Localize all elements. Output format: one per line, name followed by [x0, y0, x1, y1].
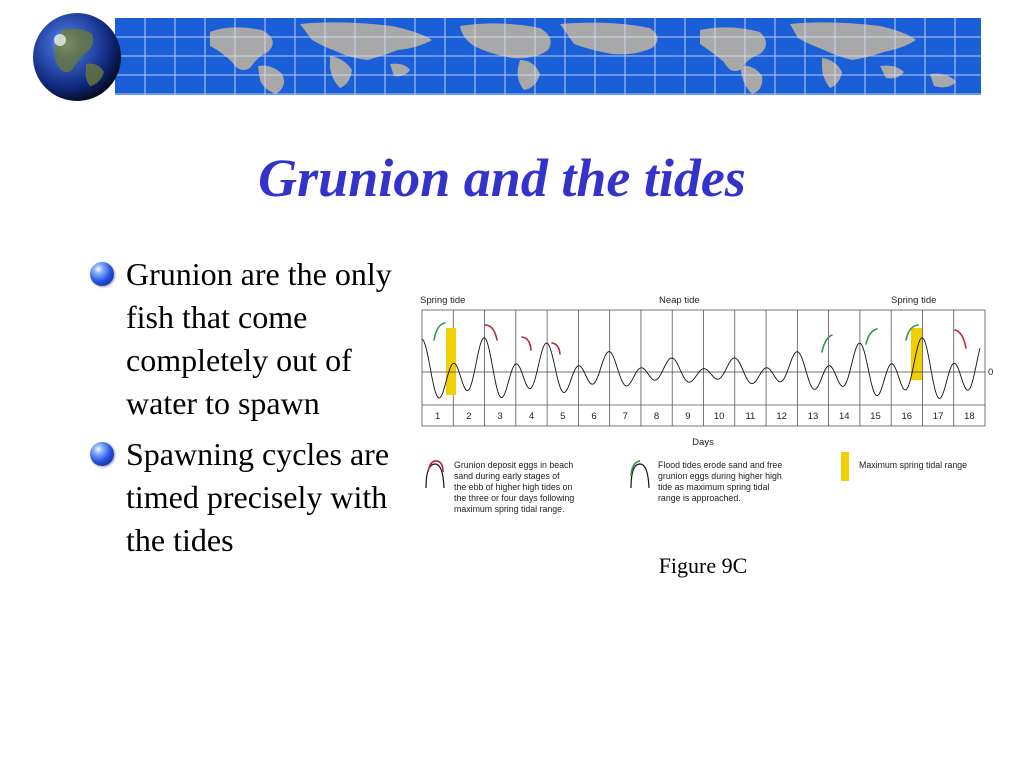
legend-range-swatch [841, 452, 849, 481]
legend-deposit-line-3: the ebb of higher high tides on [454, 482, 573, 492]
day-label: 2 [466, 411, 472, 422]
label-spring-tide-left: Spring tide [420, 295, 466, 306]
legend [426, 452, 967, 514]
bullet-icon [90, 262, 114, 286]
legend-deposit-icon [426, 461, 444, 488]
day-label: 14 [838, 411, 850, 422]
tide-curve [422, 338, 980, 399]
legend-deposit-line-5: maximum spring tidal range. [454, 504, 565, 514]
day-label: 15 [870, 411, 881, 422]
legend-erode-icon [631, 461, 649, 488]
legend-erode-line-2: grunion eggs during higher high [658, 471, 782, 481]
day-label: 8 [653, 411, 660, 422]
day-label: 3 [497, 411, 503, 422]
day-label: 18 [964, 411, 975, 422]
day-label: 12 [776, 411, 787, 422]
figure-caption: Figure 9C [658, 553, 748, 578]
legend-erode-line-4: range is approached. [658, 493, 741, 503]
legend-deposit-line-1: Grunion deposit eggs in beach [454, 460, 574, 470]
bullet-icon [90, 442, 114, 466]
day-label: 13 [807, 411, 819, 422]
day-label: 4 [528, 411, 535, 422]
max-range-bar-1 [446, 328, 456, 395]
legend-deposit-line-2: sand during early stages of [454, 471, 560, 481]
globe-highlight [54, 34, 66, 46]
bullet-text: Spawning cycles are timed precisely with the tides [126, 436, 390, 558]
slide-title: Grunion and the tides [258, 148, 746, 208]
label-spring-tide-right: Spring tide [891, 295, 937, 306]
day-label: 16 [901, 411, 913, 422]
day-label: 7 [622, 411, 628, 422]
day-label: 6 [591, 411, 597, 422]
day-label: 5 [560, 411, 566, 422]
zero-label: 0 [988, 367, 994, 378]
day-label: 1 [434, 411, 441, 422]
bullet-list [90, 253, 420, 570]
day-label: 11 [745, 411, 756, 422]
bullet-item [90, 253, 420, 425]
day-label: 10 [713, 411, 725, 422]
legend-erode-line-3: tide as maximum spring tidal [658, 482, 770, 492]
header-banner [0, 0, 1024, 110]
label-neap-tide: Neap tide [659, 295, 700, 306]
legend-range-line-1: Maximum spring tidal range [859, 460, 968, 470]
deposit-arcs [485, 325, 966, 354]
day-label: 17 [932, 411, 944, 422]
bullet-text: Grunion are the only fish that come completely out of water to spawn [126, 256, 392, 421]
legend-deposit-line-4: the three or four days following [454, 493, 575, 503]
bullet-item [90, 433, 420, 562]
erode-arcs [434, 323, 918, 352]
legend-erode-line-1: Flood tides erode sand and free [658, 460, 783, 470]
x-axis-label: Days [692, 437, 714, 448]
day-dividers [453, 310, 953, 426]
tide-diagram [415, 288, 1015, 528]
day-label: 9 [685, 411, 691, 422]
